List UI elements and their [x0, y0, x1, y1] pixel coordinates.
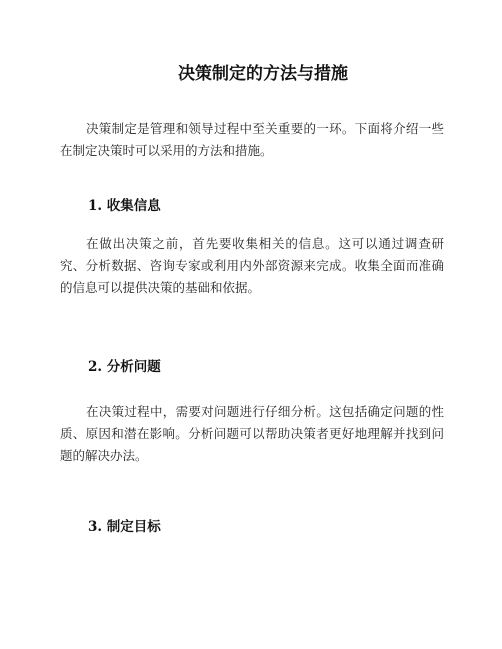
section-number: 3. — [88, 519, 103, 535]
section-title: 收集信息 — [106, 198, 161, 214]
section-body-2: 在决策过程中，需要对问题进行仔细分析。这包括确定问题的性质、原因和潜在影响。分析问题可以帮助决策者更好地理解并找到问题的解决办法。 — [60, 404, 444, 463]
section-title: 制定目标 — [106, 519, 161, 535]
section-title: 分析问题 — [106, 359, 161, 375]
section-heading-3 — [88, 517, 161, 537]
section-number: 2. — [88, 359, 103, 375]
document-title: 决策制定的方法与措施 — [178, 64, 348, 84]
section-heading-1 — [88, 196, 161, 216]
section-body-1: 在做出决策之前，首先要收集相关的信息。这可以通过调查研究、分析数据、咨询专家或利用内外部资源来完成。收集全面而准确的信息可以提供决策的基础和依据。 — [60, 236, 444, 295]
section-heading-2 — [88, 357, 161, 377]
section-number: 1. — [88, 198, 103, 214]
intro-paragraph: 决策制定是管理和领导过程中至关重要的一环。下面将介绍一些在制定决策时可以采用的方法和措施。 — [60, 121, 444, 158]
